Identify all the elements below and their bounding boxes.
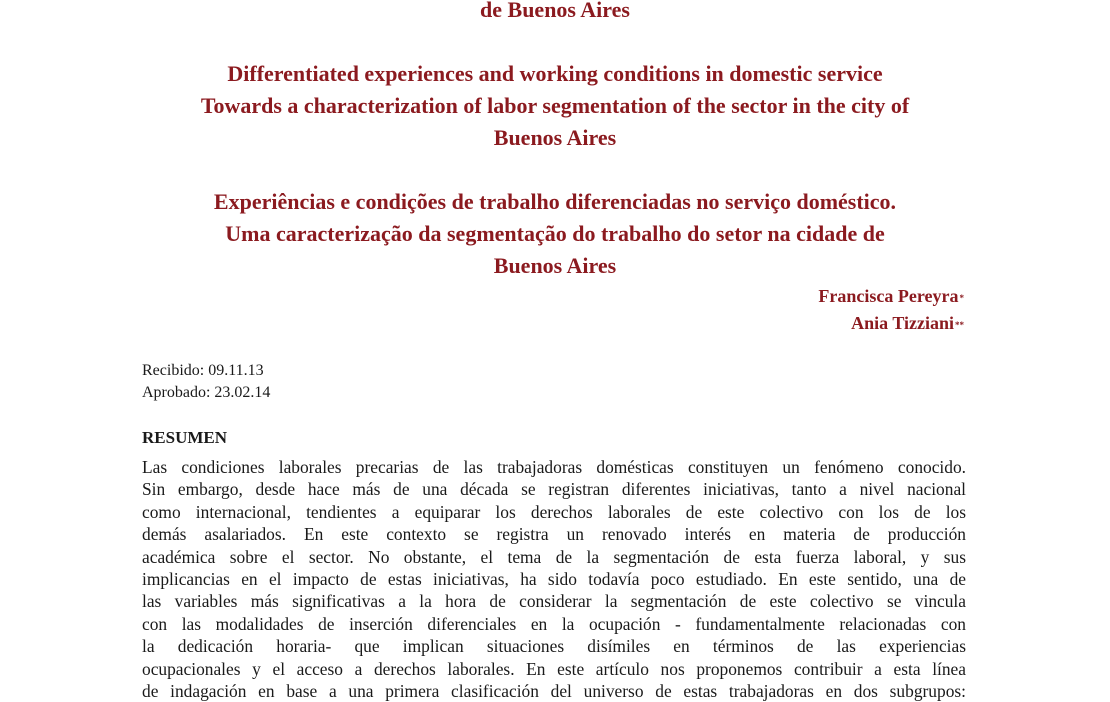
author bbox=[818, 283, 964, 310]
abstract-line: implicancias en el impacto de estas iniciativas, ha sido todavía poco estudiado. En este sentido, una de bbox=[142, 569, 966, 590]
abstract-line: académica sobre el sector. No obstante, el tema de la segmentación de esta fuerza laboral, y sus bbox=[142, 546, 966, 567]
title-line: Buenos Aires bbox=[493, 125, 617, 150]
author-name: Ania Tizziani bbox=[851, 313, 954, 333]
author-name: Francisca Pereyra bbox=[818, 286, 959, 306]
abstract-line: con las modalidades de inserción diferenciales en la ocupación - fundamentalmente relacionadas con bbox=[142, 613, 966, 634]
submission-dates bbox=[142, 360, 270, 404]
footnote-marker[interactable]: * bbox=[959, 293, 964, 303]
abstract-line: las variables más significativas a la hora de considerar la segmentación de este colectivo se vincula bbox=[142, 591, 966, 612]
title-line: Towards a characterization of labor segmentation of the sector in the city of bbox=[200, 93, 910, 118]
approved-date: Aprobado: 23.02.14 bbox=[142, 384, 271, 401]
english-title bbox=[130, 58, 980, 154]
author-list bbox=[818, 283, 964, 337]
title-line: Experiências e condições de trabalho diferenciadas no serviço doméstico. bbox=[213, 189, 897, 214]
footnote-marker[interactable]: ** bbox=[955, 320, 964, 330]
abstract-line: como internacional, tendientes a equiparar los derechos laborales de este colectivo con los de los bbox=[142, 501, 966, 522]
author bbox=[818, 310, 964, 337]
abstract-line: Sin embargo, desde hace más de una década se registran diferentes iniciativas, tanto a nivel nacional bbox=[142, 479, 966, 500]
received-date: Recibido: 09.11.13 bbox=[142, 362, 264, 379]
abstract-line: Las condiciones laborales precarias de las trabajadoras domésticas constituyen un fenómeno conocido. bbox=[142, 457, 966, 477]
title-line: de Buenos Aires bbox=[480, 0, 630, 22]
abstract-heading: RESUMEN bbox=[142, 428, 228, 447]
title-line: Uma caracterização da segmentação do trabalho do setor na cidade de bbox=[225, 221, 885, 246]
abstract-line: ocupacionales y el acceso a derechos laborales. En este artículo nos proponemos contribuir a esta línea bbox=[142, 658, 966, 679]
title-line: Buenos Aires bbox=[493, 253, 617, 278]
portuguese-title bbox=[130, 186, 980, 282]
abstract-line: la dedicación horaria- que implican situaciones disímiles en términos de las experiencias bbox=[142, 636, 966, 657]
title-line: Differentiated experiences and working conditions in domestic service bbox=[227, 61, 883, 86]
abstract-line: demás asalariados. En este contexto se registra un renovado interés en materia de producción bbox=[142, 524, 966, 545]
abstract-line: de indagación en base a una primera clasificación del universo de estas trabajadoras en dos subgrupos: bbox=[142, 681, 966, 702]
spanish-title bbox=[130, 0, 980, 26]
abstract-body bbox=[142, 456, 966, 702]
